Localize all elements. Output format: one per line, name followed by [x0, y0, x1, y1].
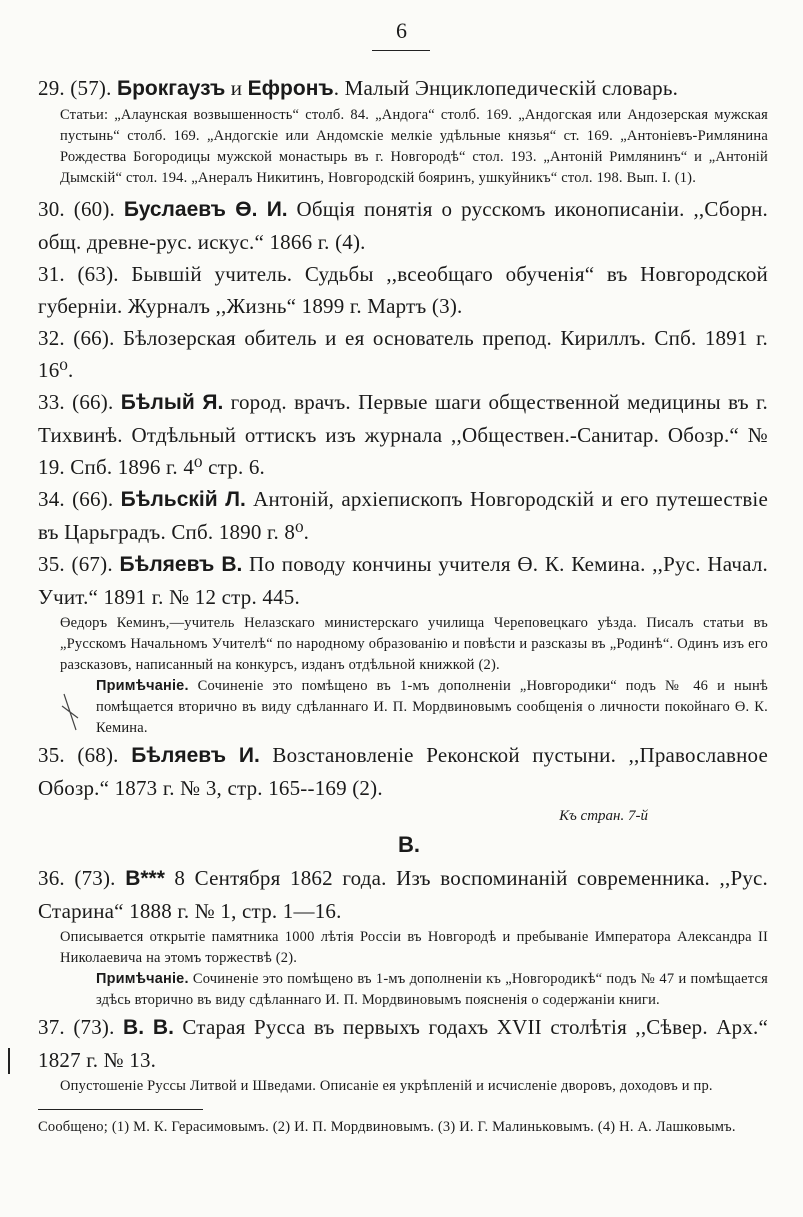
entry-29: 29. (57). Брокгаузъ и Ефронъ. Малый Энциклопедическій словарь. Статьи: „Алаунская возвышенность“ столб. 84. „Андога“ столб. 169. „Андогская или Андозерская мужская пустынь“ столб. 169. „Андогскіе или Андомскіе мелкіе удѣльные князья“ ст. 169. „Антоніевъ-Римлянина Рождества Богородицы мужской монастырь въ г. Новгородѣ“ стол. 193. „Антоній Римлянинъ“ и „Антоній Дымскій“ стол. 194. „Анералъ Никитинъ, Новгородскій бояринъ, ушкуйникъ“ стол. 198. Вып. I. (1). — [38, 72, 768, 189]
footnote-rule — [38, 1109, 203, 1110]
header-rule — [372, 50, 430, 51]
entry-title: Возстановленіе Реконской пустыни. ,,Православное Обозр.“ 1873 г. № 3, стр. 165--169 (2). — [38, 743, 768, 800]
entry-30 — [38, 193, 768, 258]
entry-author: Бѣляевъ И. — [131, 744, 260, 767]
entry-note: Статьи: „Алаунская возвышенность“ столб. 84. „Андога“ столб. 169. „Андогская или Андозерская мужская пустынь“ столб. 169. „Андогскіе или Андомскіе мелкіе удѣльные князья“ ст. 169. „Антоніевъ-Римлянина Рождества Богородицы мужской монастырь въ г. Новгородѣ“ стол. 193. „Антоній Римлянинъ“ и „Антоній Дымскій“ стол. 194. „Анералъ Никитинъ, Новгородскій бояринъ, ушкуйникъ“ стол. 198. Вып. I. (1). — [60, 107, 768, 186]
entry-title: По поводу кончины учителя Ө. К. Кемина. ,,Рус. Начал. Учит.“ 1891 г. № 12 стр. 445. — [38, 552, 768, 609]
entry-37 — [38, 1011, 768, 1097]
entry-35-68 — [38, 739, 768, 804]
remark-label: Примѣчаніе. — [96, 971, 189, 987]
footnotes: Сообщено; (1) М. К. Герасимовымъ. (2) И. П. Мордвиновымъ. (3) И. Г. Малиньковымъ. (4) Н. А. Лашковымъ. — [38, 1119, 736, 1135]
section-heading: В. — [398, 832, 420, 857]
entry-title: Бывшій учитель. Судьбы ,,всеобщаго обученія“ въ Новгородской губерніи. Журналъ ,,Жизнь“ 1899 г. Мартъ (3). — [38, 262, 768, 318]
entry-title: город. врачъ. Первые шаги общественной медицины въ г. Тихвинѣ. Отдѣльный оттискъ изъ журнала ,,Обществен.-Санитар. Обозр.“ № 19. Спб. 1896 г. 4⁰ стр. 6. — [38, 390, 769, 479]
entry-number: 29. (57). — [38, 76, 112, 100]
cross-reference: Къ стран. 7-й — [559, 808, 648, 824]
entry-36 — [38, 862, 768, 1011]
entry-author: Буслаевъ Ө. И. — [123, 198, 288, 221]
entry-author: Бѣляевъ В. — [119, 553, 243, 576]
entry-35-67 — [38, 548, 768, 739]
entry-title: . Малый Энциклопедическій словарь. — [333, 76, 679, 100]
entry-number: 36. (73). — [38, 866, 116, 890]
entry-remark: Примѣчаніе. Сочиненіе это помѣщено въ 1-мъ дополненіи къ „Новгородикѣ“ подъ № 47 и помѣщается здѣсь вторично въ виду сдѣланнаго И. П. Мордвиновымъ поясненія о содержаніи книги. — [96, 971, 768, 1008]
entry-remark: Примѣчаніе. Сочиненіе это помѣщено въ 1-мъ дополненіи „Новгородики“ подъ № 46 и нынѣ помѣщается вторично въ виду сдѣланнаго И. П. Мордвиновымъ сообщенія о личности покойнаго Ө. К. Кемина. — [96, 678, 768, 736]
entry-32 — [38, 322, 768, 386]
entry-number: 32. (66). — [38, 326, 115, 350]
page-number: 6 — [396, 18, 407, 43]
entry-author: Бѣлый Я. — [120, 391, 224, 414]
entry-number: 35. (67). — [38, 552, 113, 576]
entry-number: 35. (68). — [38, 743, 119, 767]
entry-title: Антоній, архіепископъ Новгородскій и его путешествіе въ Царьградъ. Спб. 1890 г. 8⁰. — [38, 487, 768, 544]
entry-title: Старая Русса въ первыхъ годахъ XVII столѣтія ,,Сѣвер. Арх.“ 1827 г. № 13. — [38, 1015, 768, 1072]
entry-31 — [38, 258, 768, 322]
entry-note: Опустошеніе Руссы Литвой и Шведами. Описаніе ея укрѣпленій и исчисленіе дворовъ, доходовъ и пр. — [60, 1078, 713, 1094]
entry-number: 37. (73). — [38, 1015, 115, 1039]
entry-author: Брокгаузъ — [117, 77, 226, 100]
entry-34 — [38, 483, 768, 548]
entry-note: Описывается открытіе памятника 1000 лѣтія Россіи въ Новгородѣ и пребываніе Императора Александра II Николаевича на этомъ торжествѣ (2). — [60, 929, 768, 966]
entry-author: Бѣльскій Л. — [120, 488, 246, 511]
entry-author: В. В. — [123, 1016, 174, 1039]
bibliography-list — [38, 72, 768, 1138]
entry-title: Бѣлозерская обитель и ея основатель препод. Кириллъ. Спб. 1891 г. 16⁰. — [38, 326, 768, 382]
entry-number: 31. (63). — [38, 262, 119, 286]
entry-number: 34. (66). — [38, 487, 114, 511]
entry-number: 30. (60). — [38, 197, 115, 221]
entry-note: Өедоръ Кеминъ,—учитель Нелазскаго министерскаго училища Череповецкаго уѣзда. Писалъ статьи въ „Русскомъ Начальномъ Учителѣ“ по народному образованію и повѣсти и разсказы въ „Родинѣ“. Одинъ изъ его разсказовъ, написанный на конкурсъ, изданъ отдѣльной книжкой (2). — [60, 615, 768, 673]
remark-label: Примѣчаніе. — [96, 678, 189, 694]
entry-title: 8 Сентября 1862 года. Изъ воспоминаній современника. ,,Рус. Старина“ 1888 г. № 1, стр. 1—16. — [38, 866, 768, 923]
entry-author: Ефронъ — [247, 77, 334, 100]
entry-33 — [38, 386, 768, 483]
margin-mark — [8, 1048, 10, 1074]
entry-number: 33. (66). — [38, 390, 114, 414]
entry-title: Общія понятія о русскомъ иконописаніи. ,,Сборн. общ. древне-рус. искус.“ 1866 г. (4). — [38, 197, 768, 254]
entry-author: В*** — [125, 867, 165, 890]
